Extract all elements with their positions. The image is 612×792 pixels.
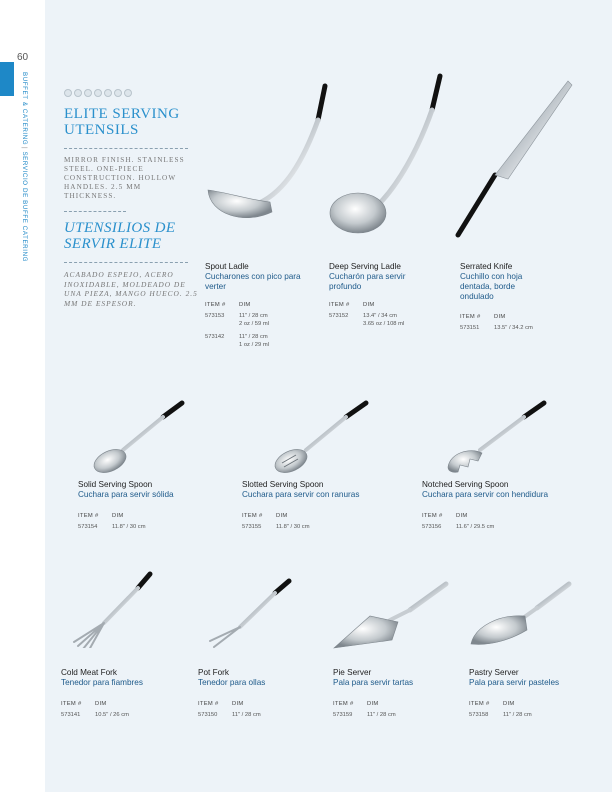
item-header: ITEM # (333, 701, 354, 707)
product-name: Pot Fork (198, 668, 229, 677)
product-name: Notched Serving Spoon (422, 480, 509, 489)
dim-header: DIM (503, 701, 515, 707)
product-name: Deep Serving Ladle (329, 262, 401, 271)
product-name-es: Pala para servir pasteles (469, 678, 560, 687)
description-es: ACABADO ESPEJO, ACERO INOXIDABLE, MOLDEADO DE UNA PIEZA, MANGO HUECO. 2.5 MM DE ESPESOR. (64, 270, 198, 308)
product-name-es: Cuchara para servir sólida (78, 490, 174, 499)
product-name-es: Cuchara para servir con hendidura (422, 490, 549, 499)
item-row: 573158 11" / 28 cm (469, 712, 532, 718)
deep-ladle-image (328, 70, 448, 240)
item-row: 573155 11.8" / 30 cm (242, 524, 310, 530)
item-header: ITEM # (329, 302, 350, 308)
item-row: 573142 11" / 28 cm (205, 334, 268, 340)
item-row: 573153 11" / 28 cm (205, 313, 268, 319)
dot-icon (74, 89, 82, 97)
item-row-capacity: 3.65 oz / 108 ml (363, 321, 405, 327)
page-title: ELITE SERVING UTENSILS (64, 106, 180, 138)
divider (64, 148, 188, 149)
decorative-dots (64, 89, 132, 97)
item-header: ITEM # (460, 314, 481, 320)
product-name-es: Cucharón para servir profundo (329, 272, 406, 291)
product-name: Slotted Serving Spoon (242, 480, 324, 489)
spout-ladle-image (200, 80, 330, 240)
dim-header: DIM (95, 701, 107, 707)
dot-icon (84, 89, 92, 97)
pie-server-image (330, 578, 455, 653)
product-name-es: Pala para servir tartas (333, 678, 414, 687)
page-number: 60 (17, 52, 29, 63)
dim-header: DIM (232, 701, 244, 707)
product-name: Solid Serving Spoon (78, 480, 153, 489)
dot-icon (124, 89, 132, 97)
dim-header: DIM (276, 513, 288, 519)
dim-header: DIM (239, 302, 251, 308)
pot-fork-image (205, 575, 295, 650)
cold-meat-fork-image (68, 568, 158, 648)
product-name: Serrated Knife (460, 262, 513, 271)
product-name-es: Cuchara para servir con ranuras (242, 490, 360, 499)
section-name-es: SERVICIO DE BUFFE CATERING (21, 151, 28, 263)
solid-spoon-image (88, 395, 188, 475)
item-header: ITEM # (61, 701, 82, 707)
product-name: Pastry Server (469, 668, 519, 677)
product-name: Cold Meat Fork (61, 668, 117, 677)
item-row-capacity: 1 oz / 29 ml (239, 342, 269, 348)
product-name-es: Cuchillo con hoja dentada, borde ondulado (460, 272, 523, 301)
notched-spoon-image (440, 395, 550, 475)
section-side-label (21, 72, 28, 262)
item-header: ITEM # (422, 513, 443, 519)
item-row: 573159 11" / 28 cm (333, 712, 396, 718)
product-name: Spout Ladle (205, 262, 249, 271)
item-row: 573151 13.5" / 34.2 cm (460, 325, 533, 331)
product-name-es: Cucharones con pico para verter (205, 272, 301, 291)
product-name-es: Tenedor para ollas (198, 678, 266, 687)
item-row-capacity: 2 oz / 59 ml (239, 321, 269, 327)
section-tab (0, 62, 14, 96)
dot-icon (104, 89, 112, 97)
dim-header: DIM (112, 513, 124, 519)
dot-icon (94, 89, 102, 97)
serrated-knife-image (450, 75, 575, 245)
dot-icon (114, 89, 122, 97)
item-row: 573154 11.8" / 30 cm (78, 524, 146, 530)
dim-header: DIM (494, 314, 506, 320)
item-header: ITEM # (78, 513, 99, 519)
item-row: 573141 10.5" / 26 cm (61, 712, 129, 718)
item-header: ITEM # (205, 302, 226, 308)
product-name-es: Tenedor para fiambres (61, 678, 143, 687)
dim-header: DIM (363, 302, 375, 308)
divider (64, 211, 126, 212)
section-name: BUFFET & CATERING (21, 72, 28, 146)
pastry-server-image (465, 578, 575, 653)
item-header: ITEM # (469, 701, 490, 707)
section-separator: | (21, 147, 28, 150)
item-header: ITEM # (198, 701, 219, 707)
dim-header: DIM (456, 513, 468, 519)
dim-header: DIM (367, 701, 379, 707)
item-row: 573150 11" / 28 cm (198, 712, 261, 718)
item-header: ITEM # (242, 513, 263, 519)
divider (64, 262, 188, 263)
slotted-spoon-image (266, 395, 371, 475)
item-row: 573156 11.6" / 29.5 cm (422, 524, 495, 530)
dot-icon (64, 89, 72, 97)
page-title-es: UTENSILIOS DE SERVIR ELITE (64, 220, 176, 252)
description-en: MIRROR FINISH. STAINLESS STEEL. ONE-PIECE CONSTRUCTION. HOLLOW HANDLES. 2.5 MM THICKNESS. (64, 156, 185, 200)
product-name: Pie Server (333, 668, 372, 677)
item-row: 573152 13.4" / 34 cm (329, 313, 397, 319)
